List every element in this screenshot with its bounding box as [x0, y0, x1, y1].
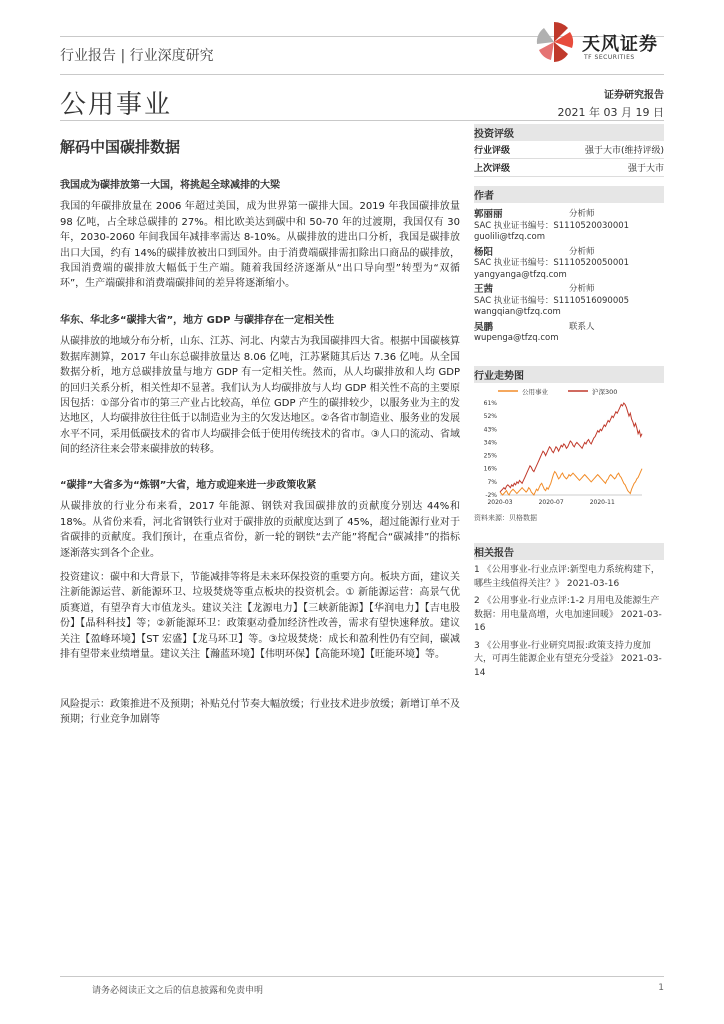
- y-tick-label: 43%: [483, 426, 497, 434]
- risk-warning: [60, 697, 460, 728]
- y-tick-label: 61%: [483, 400, 497, 407]
- footer-disclaimer: 请务必阅读正文之后的信息披露和免责申明: [92, 986, 264, 996]
- page-number: 1: [658, 983, 664, 993]
- related-item[interactable]: 2 《公用事业-行业点评:1-2 月用电及能源生产数据：用电量高增，火电加速回暖》 2021-03-16: [474, 596, 662, 633]
- section-body: 从碳排放的行业分布来看，2017 年能源、钢铁对我国碳排放的贡献度分别达 44%和 18%。从省份来看，河北省钢铁行业对于碳排放的贡献度达到了 45%，超过能源行业对于省碳排的贡献度。我们预计，在重点省份，新一轮的钢铁“去产能”将配合“碳减排”的指标逐渐落实到各个企业。: [60, 501, 460, 559]
- author-entry: [474, 322, 664, 345]
- author-email[interactable]: guolili@tfzq.com: [474, 232, 545, 242]
- author-email[interactable]: wupenga@tfzq.com: [474, 333, 559, 343]
- rating-value: 强于大市: [627, 164, 664, 174]
- y-tick-label: -2%: [485, 492, 497, 499]
- section-heading: 我国成为碳排放第一大国，将挑起全球减排的大梁: [60, 180, 280, 191]
- section-body: 从碳排放的地域分布分析，山东、江苏、河北、内蒙古为我国碳排四大省。根据中国碳核算数据库测算，2017 年山东总碳排放量达 8.06 亿吨，江苏紧随其后达 7.36 亿吨。从全国数据分析，地方总碳排放量与地方 GDP 有一定相关性。然而，从人均碳排放和人均 GDP 的回归关系分析，相关性却不显著。我们认为人均碳排放与人均 GDP 相关性不高的主要原因包括：①部分省市的第三产业占比较高，单位 GDP 产生的碳排较少，以服务业为主的发达地区，人均碳排放往往低于以制造业为主的欠发达地区。②各省市制造业、服务业的发展水平不同，采用低碳技术的省市人均碳排会低于使用传统技术的省市。③人口的流动、省域间的经济往来会带来碳排放的转移。: [60, 336, 460, 456]
- section-body: 我国的年碳排放量在 2006 年超过美国，成为世界第一碳排大国。2019 年我国碳排放量 98 亿吨，占全球总碳排的 27%。相比欧美达到碳中和 50-70 年的过渡期，我国仅有 30 年，2030-2060 年间我国年减排率需达 8-10%。从碳排放的进出口分析，我国是碳排放出口大国，约有 14%的碳排放被出口到国外。由于消费端碳排需扣除出口商品的碳排放，我国消费端的碳排放大幅低于生产端。随着我国经济逐渐从“出口导向型”转型为“双循环”，生产端碳排和消费端碳排间的差异将逐渐缩小。: [60, 201, 460, 290]
- x-tick-label: 2020-07: [538, 499, 564, 506]
- y-tick-label: 16%: [483, 465, 497, 473]
- risk-text: 风险提示：政策推进不及预期；补贴兑付节奏大幅放缓；行业技术进步放缓；新增订单不及预期；行业竞争加剧等: [60, 699, 460, 726]
- authors-box: [474, 186, 664, 345]
- report-date: 2021 年 03 月 19 日: [557, 106, 664, 119]
- related-item[interactable]: 1 《公用事业-行业点评:新型电力系统构建下，哪些主线值得关注？》 2021-03-16: [474, 565, 660, 589]
- author-entry: [474, 209, 664, 244]
- rating-row: [474, 159, 664, 177]
- related-item[interactable]: 3 《公用事业-行业研究周报:政策支持力度加大，可再生能源企业有望充分受益》 2021-03-14: [474, 640, 662, 678]
- author-name: 杨阳: [474, 246, 494, 258]
- y-tick-label: 25%: [483, 452, 497, 460]
- y-tick-label: 52%: [483, 413, 497, 421]
- industry-title: 公用事业: [60, 90, 173, 120]
- author-name: 吴鹏: [474, 321, 494, 333]
- author-name: 郭丽丽: [474, 209, 503, 220]
- trend-box: [474, 366, 664, 523]
- x-tick-label: 2020-11: [589, 499, 615, 506]
- author-role: 分析师: [569, 284, 595, 294]
- rating-label: 上次评级: [474, 164, 511, 174]
- y-tick-label: 7%: [487, 478, 497, 486]
- author-email[interactable]: wangqian@tfzq.com: [474, 307, 561, 317]
- y-tick-label: 34%: [483, 439, 497, 447]
- footer-line: [60, 976, 664, 977]
- rating-heading: 投资评级: [474, 124, 664, 141]
- series-line-hs300: [500, 403, 642, 492]
- authors-heading: 作者: [474, 186, 664, 203]
- section-heading: “碳排”大省多为“炼钢”大省，地方或迎来进一步政策收紧: [60, 480, 317, 491]
- legend-label-utilities: 公用事业: [522, 388, 548, 396]
- author-name: 王茜: [474, 284, 494, 295]
- rating-box: [474, 124, 664, 177]
- brand-name-cn: 天风证券: [582, 34, 658, 55]
- author-sac: SAC 执业证书编号：S1110516090005: [474, 295, 630, 306]
- section-heading: 华东、华北多“碳排大省”，地方 GDP 与碳排存在一定相关性: [60, 315, 334, 326]
- report-type: 证券研究报告: [604, 90, 664, 101]
- brand-name-en: TF SECURITIES: [584, 54, 635, 61]
- legend-label-hs300: 沪深300: [592, 388, 618, 396]
- section-2: [60, 313, 460, 458]
- breadcrumb: 行业报告 | 行业深度研究: [60, 48, 214, 64]
- trend-chart: [474, 385, 664, 509]
- author-role: 分析师: [569, 246, 595, 257]
- rating-value: 强于大市(维持评级): [584, 146, 664, 156]
- section-1: [60, 178, 460, 292]
- author-sac: SAC 执业证书编号：S1110520050001: [474, 258, 630, 268]
- trend-heading: 行业走势图: [474, 366, 664, 383]
- chart-source: 资料来源：贝格数据: [474, 514, 537, 522]
- author-role: 联系人: [569, 321, 595, 332]
- author-email[interactable]: yangyanga@tfzq.com: [474, 269, 567, 280]
- investment-advice: [60, 570, 460, 662]
- report-title: 解码中国碳排数据: [60, 138, 181, 156]
- related-reports: [474, 543, 664, 680]
- author-entry: [474, 284, 664, 319]
- author-entry: [474, 247, 664, 282]
- header-divider: [60, 74, 664, 75]
- related-heading: 相关报告: [474, 543, 664, 560]
- rating-row: [474, 141, 664, 159]
- x-tick-label: 2020-03: [487, 499, 513, 506]
- section-3: [60, 478, 460, 561]
- author-role: 分析师: [569, 209, 595, 219]
- rating-label: 行业评级: [474, 146, 511, 156]
- investment-text: 投资建议：碳中和大背景下，节能减排等将是未来环保投资的重要方向。板块方面，建议关注新能源运营、新能源环卫、垃圾焚烧等重点板块的投资机会。① 新能源运营：高景气优质赛道，有望孕育大市值龙头。建议关注【龙源电力】【三峡新能源】【华润电力】【吉电股份】【晶科科技】等；②新能源环卫：政策驱动叠加经济性改善，需求有望快速释放。建议关注【盈峰环境】【ST 宏盛】【龙马环卫】等。③垃圾焚烧：成长和盈利性仍有空间，碳减排有望带来业绩增量。建议关注【瀚蓝环境】【伟明环保】【高能环境】【旺能环境】等。: [60, 572, 460, 661]
- author-sac: SAC 执业证书编号：S1110520030001: [474, 220, 630, 231]
- title-divider: [60, 120, 664, 121]
